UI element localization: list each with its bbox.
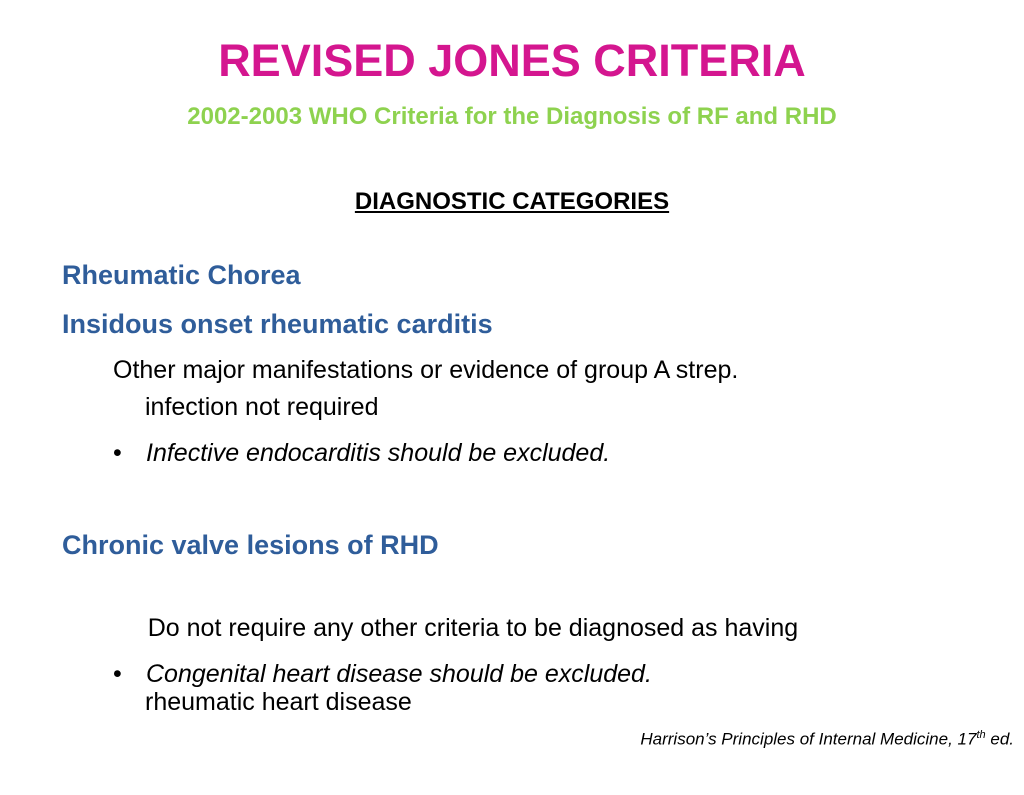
- slide-subtitle: 2002-2003 WHO Criteria for the Diagnosis of RF and RHD: [187, 103, 837, 130]
- heading-chronic-valve-lesions: Chronic valve lesions of RHD: [62, 530, 439, 560]
- heading-rheumatic-chorea: Rheumatic Chorea: [62, 260, 301, 290]
- bullet-icon: •: [113, 439, 122, 467]
- citation-sup: th: [976, 729, 986, 741]
- citation-suffix: ed.: [985, 729, 1014, 749]
- rhd-note-line2: rheumatic heart disease: [145, 688, 412, 716]
- bullet-congenital: [113, 657, 652, 691]
- bullet-congenital-text: Congenital heart disease should be excluded.: [146, 660, 652, 688]
- rhd-note-line1: Do not require any other criteria to be diagnosed as having: [140, 614, 799, 642]
- carditis-note-line1: Other major manifestations or evidence of group A strep.: [113, 356, 739, 384]
- bullet-endocarditis-text: Infective endocarditis should be excluded.: [146, 439, 611, 467]
- bullet-icon: •: [113, 660, 122, 688]
- bullet-endocarditis: [113, 436, 610, 470]
- citation: [640, 729, 1014, 750]
- carditis-note: [113, 352, 738, 426]
- carditis-note-line2: infection not required: [145, 393, 379, 421]
- citation-text: Harrison’s Principles of Internal Medicine, 17: [640, 729, 977, 749]
- slide-title: REVISED JONES CRITERIA: [218, 35, 806, 86]
- heading-insidious-carditis: Insidous onset rheumatic carditis: [62, 309, 493, 339]
- section-heading: DIAGNOSTIC CATEGORIES: [354, 188, 670, 215]
